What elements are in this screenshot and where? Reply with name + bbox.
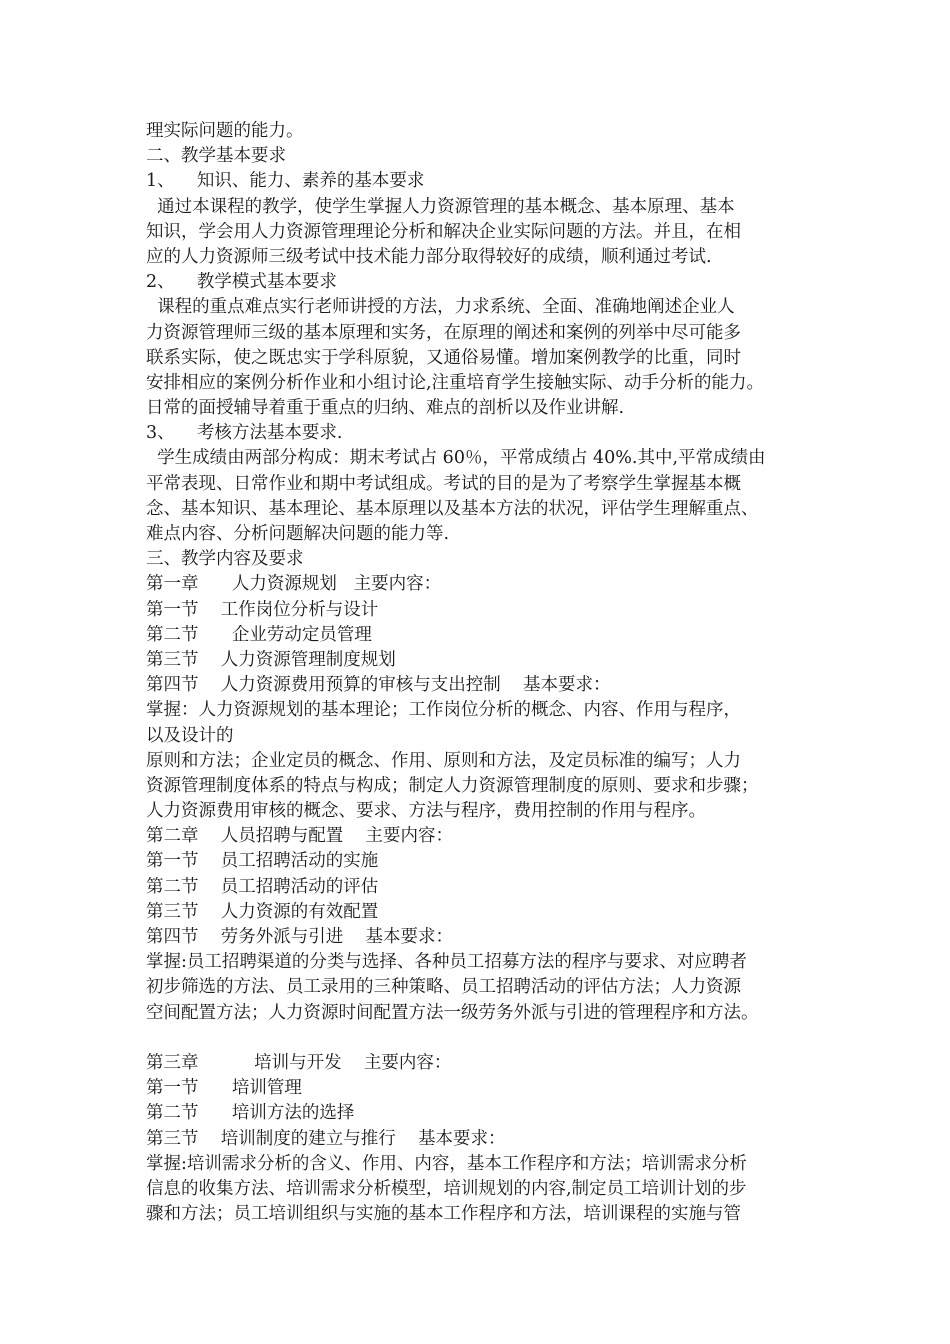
text-line: 信息的收集方法、培训需求分析模型，培训规划的内容,制定员工培训计划的步 [146,1178,747,1199]
text-line: 力资源管理师三级的基本原理和实务，在原理的阐述和案例的列举中尽可能多 [146,322,741,343]
chapter-heading: 第二章 人员招聘与配置 主要内容： [146,826,454,847]
section-item: 第一节 培训管理 [146,1078,302,1099]
section-item: 第四节 人力资源费用预算的审核与支出控制 基本要求： [146,675,611,696]
section-item: 第三节 培训制度的建立与推行 基本要求： [146,1128,506,1149]
text-line: 掌握：人力资源规划的基本理论；工作岗位分析的概念、内容、作用与程序， [146,700,741,721]
section-item: 第二节 员工招聘活动的评估 [146,876,379,897]
text-line: 空间配置方法；人力资源时间配置方法一级劳务外派与引进的管理程序和方法。 [146,1002,759,1023]
text-line: 日常的面授辅导着重于重点的归纳、难点的剖析以及作业讲解. [146,398,625,419]
blank-line [146,1026,826,1051]
text-line: 通过本课程的教学，使学生掌握人力资源管理的基本概念、基本原理、基本 [146,196,735,217]
subsection-heading: 2、 教学模式基本要求 [146,272,337,293]
section-heading: 二、教学基本要求 [146,146,286,167]
section-item: 第一节 员工招聘活动的实施 [146,851,379,872]
text-line: 应的人力资源师三级考试中技术能力部分取得较好的成绩，顺利通过考试. [146,246,712,267]
text-line: 原则和方法；企业定员的概念、作用、原则和方法，及定员标准的编写；人力 [146,750,741,771]
text-line: 以及设计的 [146,725,234,746]
text-line: 联系实际，使之既忠实于学科原貌，又通俗易懂。增加案例教学的比重，同时 [146,347,741,368]
text-line: 骤和方法；员工培训组织与实施的基本工作程序和方法，培训课程的实施与管 [146,1204,741,1225]
text-line: 平常表现、日常作业和期中考试组成。考试的目的是为了考察学生掌握基本概 [146,473,741,494]
chapter-heading: 第一章 人力资源规划 主要内容： [146,574,442,595]
text-line: 难点内容、分析问题解决问题的能力等. [146,524,450,544]
text-line: 资源管理制度体系的特点与构成；制定人力资源管理制度的原则、要求和步骤； [146,775,759,796]
text-line: 理实际问题的能力。 [146,121,304,141]
section-item: 第三节 人力资源的有效配置 [146,901,379,922]
section-item: 第三节 人力资源管理制度规划 [146,649,396,670]
section-item: 第二节 培训方法的选择 [146,1103,355,1124]
text-line: 安排相应的案例分析作业和小组讨论,注重培育学生接触实际、动手分析的能力。 [146,372,765,393]
text-line: 课程的重点难点实行老师讲授的方法，力求系统、全面、准确地阐述企业人 [146,297,735,318]
document-body [146,119,826,1227]
subsection-heading: 3、 考核方法基本要求. [146,423,343,444]
text-line: 掌握:员工招聘渠道的分类与选择、各种员工招募方法的程序与要求、对应聘者 [146,952,747,973]
section-item: 第四节 劳务外派与引进 基本要求： [146,927,454,947]
text-line: 学生成绩由两部分构成：期末考试占 60％，平常成绩占 40%.其中,平常成绩由 [146,448,766,469]
section-heading: 三、教学内容及要求 [146,549,304,570]
text-line: 人力资源费用审核的概念、要求、方法与程序，费用控制的作用与程序。 [146,801,706,822]
section-item: 第一节 工作岗位分析与设计 [146,599,379,620]
chapter-heading: 第三章 培训与开发 主要内容： [146,1052,452,1073]
text-line: 念、基本知识、基本理论、基本原理以及基本方法的状况，评估学生理解重点、 [146,498,759,519]
text-line: 初步筛选的方法、员工录用的三种策略、员工招聘活动的评估方法；人力资源 [146,977,741,998]
subsection-heading: 1、 知识、能力、素养的基本要求 [146,171,425,192]
section-item: 第二节 企业劳动定员管理 [146,624,372,645]
text-line: 知识，学会用人力资源管理理论分析和解决企业实际问题的方法。并且，在相 [146,221,741,242]
text-line: 掌握:培训需求分析的含义、作用、内容，基本工作程序和方法；培训需求分析 [146,1153,747,1174]
